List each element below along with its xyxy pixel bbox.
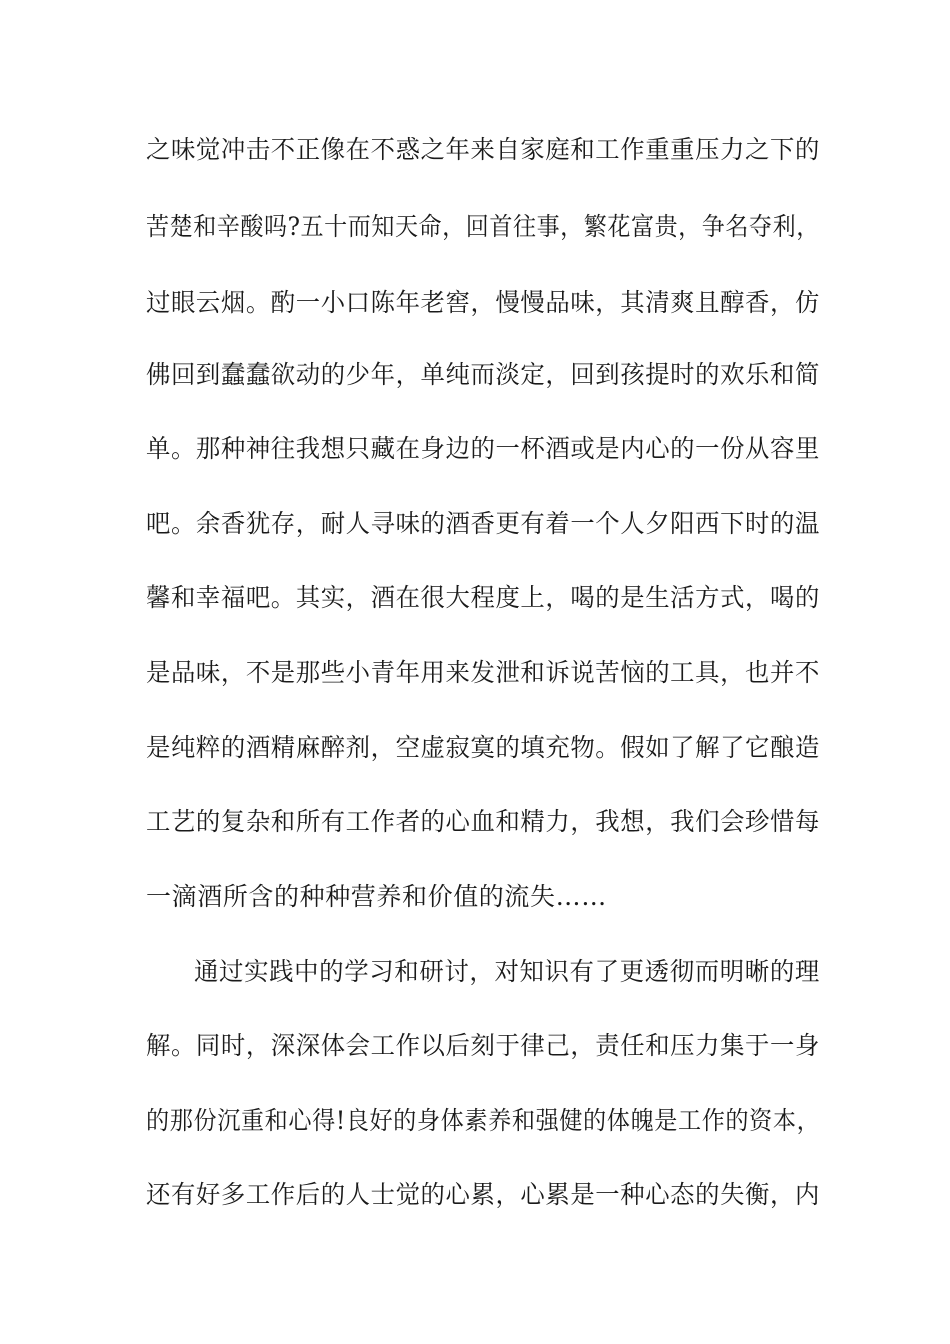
text-line: 是品味，不是那些小青年用来发泄和诉说苦恼的工具，也并不 (146, 658, 820, 687)
text-line: 过眼云烟。酌一小口陈年老窖，慢慢品味，其清爽且醇香，仿 (146, 288, 820, 317)
text-line: 单。那种神往我想只藏在身边的一杯酒或是内心的一份从容里 (146, 434, 820, 463)
text-line: 吧。余香犹存，耐人寻味的酒香更有着一个人夕阳西下时的温 (146, 509, 820, 538)
text-line: 是纯粹的酒精麻醉剂，空虚寂寞的填充物。假如了解了它酿造 (146, 733, 820, 762)
text-line: 一滴酒所含的种种营养和价值的流失…… (146, 882, 607, 911)
paragraph-first-line: 通过实践中的学习和研讨，对知识有了更透彻而明晰的理 (194, 957, 820, 986)
text-line: 解。同时，深深体会工作以后刻于律己，责任和压力集于一身 (146, 1031, 820, 1060)
text-line: 的那份沉重和心得!良好的身体素养和强健的体魄是工作的资本， (146, 1106, 821, 1135)
text-line: 还有好多工作后的人士觉的心累，心累是一种心态的失衡，内 (146, 1180, 820, 1209)
text-line: 之味觉冲击不正像在不惑之年来自家庭和工作重重压力之下的 (146, 135, 820, 164)
text-line: 工艺的复杂和所有工作者的心血和精力，我想，我们会珍惜每 (146, 807, 820, 836)
text-line: 馨和幸福吧。其实，酒在很大程度上，喝的是生活方式，喝的 (146, 583, 820, 612)
text-line: 苦楚和辛酸吗?五十而知天命，回首往事，繁花富贵，争名夺利， (146, 212, 820, 241)
text-line: 佛回到蠢蠢欲动的少年，单纯而淡定，回到孩提时的欢乐和简 (146, 360, 820, 389)
